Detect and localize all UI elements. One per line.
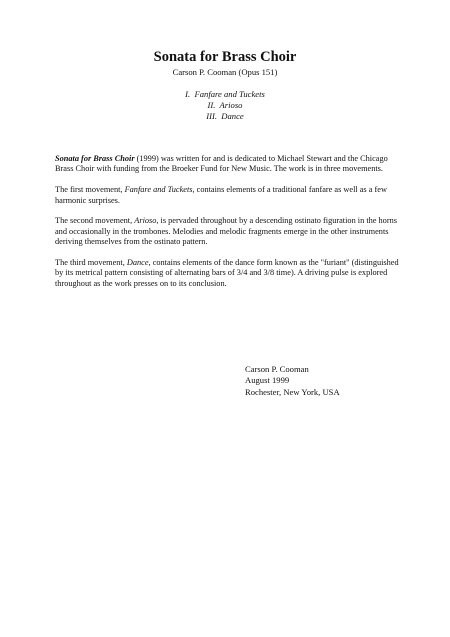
- paragraph-movement-2: [55, 216, 401, 247]
- movement-item-2: II. Arioso: [207, 100, 243, 111]
- paragraph-text: The second movement,: [55, 216, 135, 226]
- paragraph-text: , is pervaded throughout by a descending ostinato figuration in the horns and occasionally in the trombones. Melodies and melodic fragments emerge in the other instruments deriving themselves from the ostinato pattern.: [55, 216, 397, 247]
- paragraph-text: , contains elements of the dance form known as the "furiant" (distinguished by its metrical pattern consisting of alternating bars of 3/4 and 3/8 time). A driving pulse is explored throughout as the work presses on to its conclusion.: [55, 258, 399, 288]
- movement-name-inline: Arioso: [134, 216, 157, 226]
- movement-name-inline: Dance: [126, 258, 149, 268]
- movement-item-1: I. Fanfare and Tuckets: [185, 89, 265, 99]
- paragraph-intro-text: (1999) was written for and is dedicated to Michael Stewart and the Chicago Brass Choir with funding from the Broeker Fund for New Music. The work is in three movements.: [55, 154, 388, 174]
- composer-line: Carson P. Cooman (Opus 151): [172, 67, 278, 77]
- signature-block: [245, 364, 340, 398]
- program-notes: [55, 154, 401, 300]
- movement-name-inline: Fanfare and Tuckets: [124, 185, 193, 195]
- signature-place: Rochester, New York, USA: [245, 386, 340, 397]
- movement-list: [0, 89, 450, 123]
- work-title-inline: Sonata for Brass Choir: [55, 154, 135, 163]
- paragraph-text: The first movement,: [55, 185, 125, 195]
- paragraph-intro: [55, 154, 401, 175]
- movement-item-3: III. Dance: [206, 111, 244, 122]
- document-title: Sonata for Brass Choir: [153, 49, 297, 65]
- signature-name: Carson P. Cooman: [245, 364, 309, 374]
- signature-date: August 1999: [245, 375, 290, 386]
- paragraph-text: , contains elements of a traditional fanfare as well as a few harmonic surprises.: [55, 185, 387, 205]
- paragraph-movement-1: [55, 185, 401, 206]
- paragraph-movement-3: [55, 258, 401, 289]
- paragraph-text: The third movement,: [55, 258, 127, 268]
